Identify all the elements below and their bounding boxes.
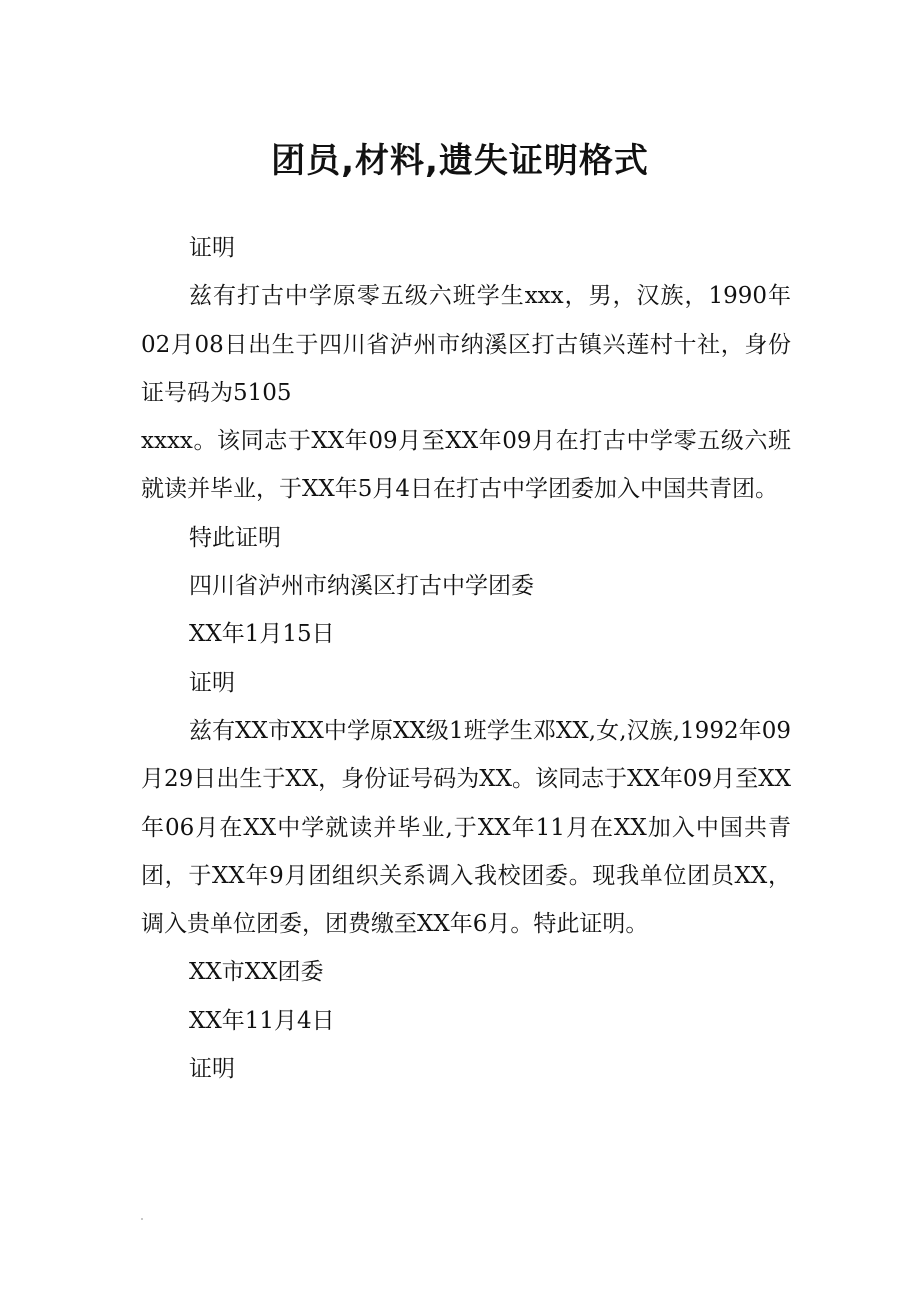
paragraph-date-2: XX年11月4日: [189, 1007, 335, 1034]
paragraph-body-2: 兹有XX市XX中学原XX级1班学生邓XX,女,汉族,1992年09月29日出生于XX，身份证号码为XX。该同志于XX年09月至XX年06月在XX中学就读并毕业,于XX年11月在XX加入中国共青团，于XX年9月团组织关系调入我校团委。现我单位团员XX，调入贵单位团委，团费缴至XX年6月。特此证明。: [141, 717, 791, 938]
paragraph-heading-1: 证明: [189, 235, 235, 261]
document-title: 团员,材料,遗失证明格式: [271, 140, 649, 181]
paragraph-signature-2: XX市XX团委: [189, 959, 324, 986]
paragraph-closing-1: 特此证明: [189, 524, 281, 551]
paragraph-heading-2: 证明: [189, 669, 235, 696]
scan-speck: [141, 1218, 143, 1220]
paragraph-date-1: XX年1月15日: [189, 621, 335, 648]
paragraph-signature-1: 四川省泸州市纳溪区打古中学团委: [189, 573, 534, 600]
paragraph-body-1a: 兹有打古中学原零五级六班学生xxx，男，汉族，1990年02月08日出生于四川省泸州市纳溪区打古镇兴莲村十社，身份证号码为5105: [141, 283, 791, 406]
document-body: [141, 224, 791, 1093]
paragraph-body-1b: xxxx。该同志于XX年09月至XX年09月在打古中学零五级六班就读并毕业，于XX年5月4日在打古中学团委加入中国共青团。: [141, 428, 791, 503]
paragraph-heading-3: 证明: [189, 1056, 235, 1083]
